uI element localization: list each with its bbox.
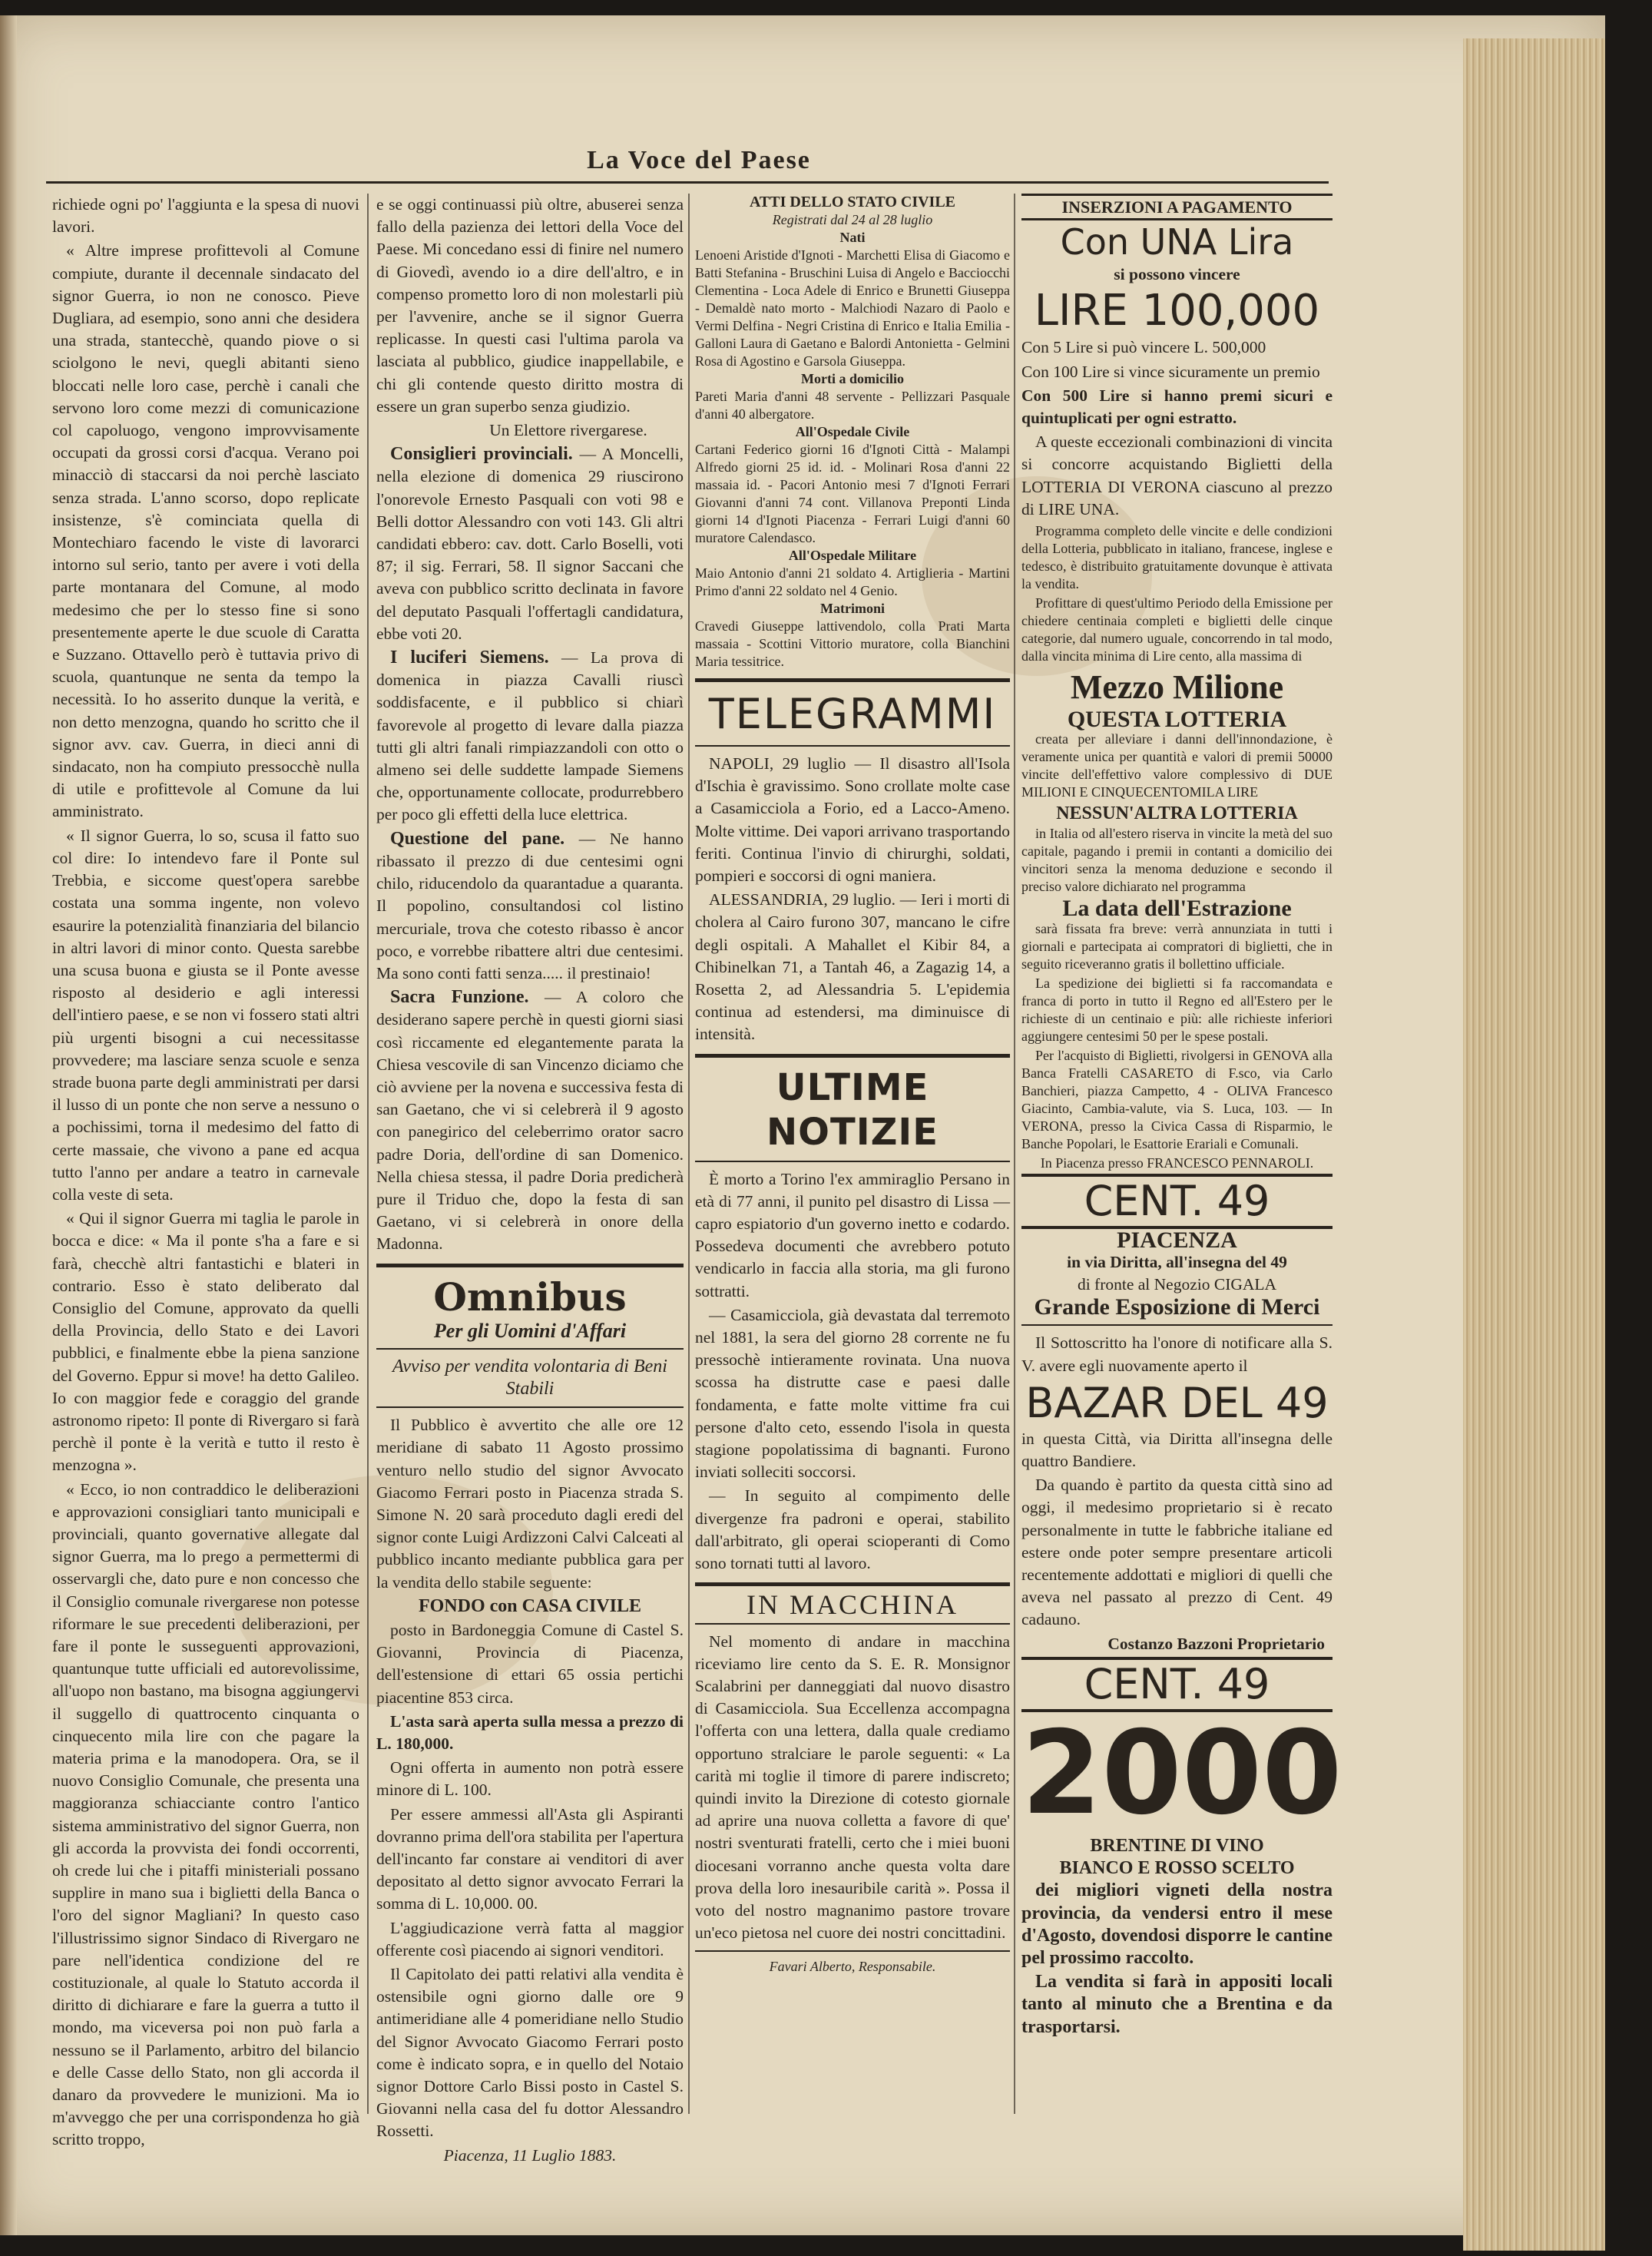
prezzo: L'asta sarà aperta sulla messa a prezzo di L. 180,000. <box>376 1711 684 1753</box>
ospedale-title: All'Ospedale Civile <box>795 424 910 439</box>
ultime-title: ULTIME NOTIZIE <box>766 1065 939 1154</box>
column-3 <box>695 194 1010 2106</box>
ad-line: sarà fissata fra breve: verrà annunziata in tutti i giornali e partecipata ai compratori di biglietti, che in seguito riceveranno gratis il bollettino ufficiale. <box>1021 920 1333 972</box>
ad-line: Con 100 Lire si vince sicuramente un premio <box>1021 362 1320 381</box>
ad-line: Profittare di quest'ultimo Periodo della Emissione per chiedere centinaia completi e biglietti delle cinque categorie, dal numero uguale, concorrendo in tal modo, dalla vincita minima di Lire cento, alla massima di <box>1021 595 1333 664</box>
paragraph: Nel momento di andare in macchina riceviamo lire cento da S. E. R. Monsignor Scalabrini per danneggiati dal nuovo disastro di Casamicciola. Sua Eccellenza accompagna l'offerta con una lettera, dalla quale crediamo opportuno stralciare le parole seguenti: « La carità mi toglie il timore di parere indiscreto; quindi invito la Direzione di cotesto giornale ad aprire una nuova colletta a favore di que' nostri sventurati fratelli, certo che i miei buoni diocesani vorranno anche questa volta dare prova della loro inesauribile carità ». Possa il voto del nostro magnanimo pastore trovare un'eco pietosa nel cuore dei nostri concittadini. <box>695 1632 1010 1943</box>
paragraph: È morto a Torino l'ex ammiraglio Persano in età di 77 anni, il punito pel disastro di Lissa — capro espiatorio d'un governo inetto e codardo. Possedeva documenti che avrebbero potuto vendicarlo in faccia alla storia, ma gli furono sottratti. <box>695 1169 1010 1300</box>
section-rule <box>376 1264 684 1267</box>
column-4 <box>1021 194 1342 2106</box>
number-2000: 2000 <box>1021 1706 1342 1840</box>
omnibus-title: Omnibus <box>433 1274 627 1320</box>
macchina-title: IN MACCHINA <box>747 1589 958 1621</box>
section-rule <box>695 678 1010 682</box>
ad-line: in questa Città, via Diritta all'insegna delle quattro Bandiere. <box>1021 1429 1333 1471</box>
nessun-altra: NESSUN'ALTRA LOTTERIA <box>1056 803 1298 824</box>
paragraph: ALESSANDRIA, 29 luglio. — Ieri i morti di cholera al Cairo furono 307, mancano le cifre degli ospitali. A Mahallet el Kibir 84, a Chibinelkan 71, a Tantah 46, a Zagazig 14, a Rosetta 2, ad Alessandria 5. L'epidemia continua ad estendersi, ma diminuisce di intensità. <box>695 890 1010 1044</box>
paragraph: Ogni offerta in aumento non potrà essere minore di L. 100. <box>376 1758 684 1800</box>
morti-list: Pareti Maria d'anni 48 servente - Pellizzari Pasquale d'anni 40 albergatore. <box>695 389 1010 422</box>
ad-line: In Piacenza presso FRANCESCO PENNAROLI. <box>1040 1155 1314 1171</box>
paragraph: L'aggiudicazione verrà fatta al maggior offerente così piacendo ai signori venditori. <box>376 1918 684 1960</box>
section-rule <box>695 1950 1010 1952</box>
column-1 <box>52 194 360 2149</box>
militare-list: Maio Antonio d'anni 21 soldato 4. Artiglieria - Martini Primo d'anni 22 soldato nel 4 Genio. <box>695 565 1010 598</box>
paragraph: — In seguito al compimento delle divergenze fra padroni e operai, stabilito dall'arbitrato, gli operai scioperanti di Como sono tornati tutti al lavoro. <box>695 1486 1010 1573</box>
bazar-49: BAZAR DEL 49 <box>1025 1378 1329 1427</box>
news-item <box>376 647 684 827</box>
atti-title: ATTI DELLO STATO CIVILE <box>749 194 956 210</box>
item-text: — A Moncelli, nella elezione di domenica 29 riuscirono l'onorevole Ernesto Pasquali con voti 98 e Belli dottor Alessandro con voti 143. Gli altri candidati ebbero: cav. dott. Carlo Boselli, voti 87; il sig. Ferrari, 58. Il signor Saccani che aveva con pubblico scritto declinata in favore del deputato Pasquali l'offertagli candidatura, ebbe voti 20. <box>376 445 684 643</box>
via-diritta: in via Diritta, all'insegna del 49 <box>1067 1252 1287 1271</box>
masthead-rule <box>46 181 1329 184</box>
grande-esposizione: Grande Esposizione di Merci <box>1034 1294 1320 1320</box>
column-rule <box>367 194 369 2114</box>
section-rule <box>376 1406 684 1408</box>
paragraph: « Altre imprese profittevoli al Comune compiute, durante il decennale sindacato del signor Guerra, io non ne conosco. Pieve Dugliara, ad esempio, sono anni che desidera una strada, stantecchè, quando piove o si sciolgono le nevi, quegli abitanti sieno bloccati nelle loro case, perchè i canali che servono loro come mezzi di comunicazione col capoluogo, vengono improvvisamente occupati da grossi corsi d'acqua. Verano poi minacciò di staccarsi da noi perchè lasciato senza strada. L'anno scorso, dopo replicate insistenze, s'è cominciata quella di Montechiaro facendo le viste di lavorarci intorno sul serio, tanto per avere i voti della parte montanara del Comune, al modo medesimo che per lo stesso fine si sono presentemente aperte le due scuole di Caratta e Suzzano. Ottavello però è tuttavia privo di scuola, quantunque ne senta da tempo la necessità. Io ho asserito dunque la verità, e non detto menzogna, quando ho scritto che il signor avv. cav. Guerra, in dieci anni di sindacato, non ha compiuto pressocchè nulla di utile e profittevole al Comune da lui amministrato. <box>52 241 359 821</box>
cent-49-banner: CENT. 49 <box>1021 1174 1333 1229</box>
paragraph: posto in Bardoneggia Comune di Castel S. Giovanni, Provincia di Piacenza, dell'estensione di ettari 65 ossia pertichi piacentine 853 circa. <box>376 1620 684 1707</box>
cent-49-banner-2: CENT. 49 <box>1021 1657 1333 1712</box>
una-lira: Con UNA Lira <box>1060 221 1294 263</box>
vincere: si possono vincere <box>1114 265 1240 284</box>
ad-line: dei migliori vigneti della nostra provincia, da vendersi entro il mese d'Agosto, dovendosi disporre le cantine pel prossimo raccolto. <box>1021 1880 1333 1968</box>
item-title: Questione del pane. <box>390 828 565 849</box>
ad-line: Per l'acquisto di Biglietti, rivolgersi in GENOVA alla Banca Fratelli CASARETO di F.sco, via Carlo Banchieri, piazza Campetto, 4 - OLIVA Francesco Giacinto, Cambia-valute, via S. Luca, 103. — In VERONA, presso la Civica Cassa di Risparmio, le Banche Popolari, le Esattorie Erariali e Comunali. <box>1021 1047 1333 1151</box>
telegrammi-title: TELEGRAMMI <box>708 690 997 738</box>
mezzo-milione: Mezzo Milione <box>1070 668 1284 707</box>
news-item <box>376 986 684 1255</box>
paragraph: Il Capitolato dei patti relativi alla vendita è ostensibile ogni giorno dalle ore 9 antimeridiane alle 4 pomeridiane nello Studio del Signor Avvocato Giacomo Ferrari posto come è indicato sopra, e in quello del Notaio signor Dottore Carlo Bissi posto in Castel S. Giovanni nella casa del fu dottor Alessandro Rossetti. <box>376 1965 684 2141</box>
ad-line: La spedizione dei biglietti si fa raccomandata e franca di porto in tutto il Regno ed all'Estero per le richieste di un centinaio e più: alle richieste inferiori aggiungere centesimi 50 per le spese postali. <box>1021 975 1333 1044</box>
signature: Un Elettore rivergarese. <box>489 421 647 440</box>
item-title: I luciferi Siemens. <box>390 648 549 668</box>
masthead: La Voce del Paese <box>587 146 811 174</box>
column-2 <box>376 194 684 2165</box>
fronte-negozio: di fronte al Negozio CIGALA <box>1077 1275 1277 1294</box>
paragraph: « Ecco, io non contraddico le deliberazioni e approvazioni consigliari tanto municipali e provinciali, quanto governative allegate dal signor Guerra, ma lo prego a permettermi di osservargli che, dato pure e non concesso che il Consiglio comunale rivergarese non potesse riformare le sue precedenti deliberazioni, per fare il ponte le susseguenti approvazioni, quantunque tutte ufficiali ed autorevolissime, all'uopo non bastano, ma bisogna aggiungervi il suggello di quattrocento cinquanta o cinquecento mila lire con che pagare la materia prima e la manodopera. Ora, se il nuovo Consiglio Comunale, che presenta una maggioranza schiacciante contro l'antico sistema amministrativo del signor Guerra, non gli accorda la provvista dei fondi occorrenti, oh crede lui che i pitaffi ministeriali possano supplire in mano sua i biglietti della Banca o l'oro del signor Magliani? In questo caso l'illustrissimo signor Sindaco di Rivergaro ne pare nell'identica condizione del re costituzionale, al quale lo Statuto accorda il diritto di dichiarare e fare la guerra a tutto il mondo, ma viceversa poi non può farla a nessuno se il Parlamento, arbitro del bilancio e delle Casse dello Stato, non gli accorda il danaro da provvedere le munizioni. Ma io m'avveggo che per una corrispondenza ho già scritto troppo, <box>52 1479 359 2149</box>
ad-line: Il Sottoscritto ha l'onore di notificare alla S. V. avere egli nuovamente aperto il <box>1021 1333 1333 1375</box>
paragraph: richiede ogni po' l'aggiunta e la spesa di nuovi lavori. <box>52 195 359 237</box>
section-rule <box>1021 1324 1333 1326</box>
bianco-rosso: BIANCO E ROSSO SCELTO <box>1059 1858 1295 1879</box>
matrimoni-title: Matrimoni <box>820 601 885 616</box>
paragraph: Il Pubblico è avvertito che alle ore 12 meridiane di sabato 11 Agosto prossimo venturo nello studio del signor Avvocato Giacomo Ferrari posto in Piacenza strada S. Simone N. 20 sarà proceduto dagli eredi del signor conte Luigi Ardizzoni Calvi Calceati al pubblico incanto mediante pubblica gara per la vendita dello stabile seguente: <box>376 1416 684 1592</box>
piacenza: PIACENZA <box>1117 1227 1237 1253</box>
section-rule <box>695 1582 1010 1586</box>
page-edges <box>1463 38 1605 2251</box>
ad-line: Con 500 Lire si hanno premi sicuri e quintuplicati per ogni estratto. <box>1021 386 1333 428</box>
ad-line: Programma completo delle vincite e delle condizioni della Lotteria, pubblicato in italiano, francese, inglese e tedesco, è distribuito gratuitamente dovunque è attivata la vendita. <box>1021 523 1333 592</box>
column-rule <box>688 194 690 2114</box>
matrimoni-list: Cravedi Giuseppe lattivendolo, colla Prati Marta massaia - Scottini Vittorio muratore, colla Bianchini Maria tessitrice. <box>695 618 1010 669</box>
omnibus-subtitle: Per gli Uomini d'Affari <box>433 1319 627 1342</box>
lire-100000: LIRE 100,000 <box>1034 286 1320 336</box>
ad-line: A queste eccezionali combinazioni di vincita si concorre acquistando Biglietti della LOTTERIA DI VERONA ciascuno al prezzo di LIRE UNA. <box>1021 432 1333 518</box>
item-title: Consiglieri provinciali. <box>390 444 573 465</box>
fondo-title: FONDO con CASA CIVILE <box>418 1595 642 1616</box>
ad-line: La vendita si farà in appositi locali tanto al minuto che a Brentina e da trasportarsi. <box>1021 1972 1333 2037</box>
section-rule <box>695 1623 1010 1625</box>
responsabile: Favari Alberto, Responsabile. <box>769 1959 936 1975</box>
section-rule <box>376 1348 684 1350</box>
paragraph: e se oggi continuassi più oltre, abuserei senza fallo della pazienza dei lettori della Voce del Paese. Mi concedano essi di finire nel numero di Giovedì, avendo io a dire dell'altro, e in compenso prometto loro di non molestarli più per l'avvenire, anche se il signor Guerra replicasse. In questi casi l'ultima parola va lasciata al pubblico, giudice inappellabile, e chi gli contende questo diritto mostra di essere un gran superbo senza giudizio. <box>376 195 684 416</box>
ospedale-list: Cartani Federico giorni 16 d'Ignoti Città - Malampi Alfredo giorni 25 id. id. - Molinari Rosa d'anni 22 massaia id. - Pacori Antonio mesi 7 d'Ignoti Ferrari Giovanni d'anni 74 cont. Villanova Preponti Linda giorni 14 d'Ignoti Piacenza - Ferrari Luigi d'anni 60 muratore Calendasco. <box>695 442 1010 545</box>
avviso-title: Avviso per vendita volontaria di Beni Stabili <box>392 1356 667 1399</box>
paragraph: — Casamicciola, già devastata dal terremoto nel 1881, la sera del giorno 28 corrente ne fu pressochè intieramente rovinata. Una nuova scossa ha distrutte case e paesi dalle fondamenta, e fatte molte vittime fra cui persone d'alto ceto, essendo l'isola in questa stagione popolatissima di bagnanti. Furono inviati solleciti soccorsi. <box>695 1305 1010 1482</box>
questa-lotteria: QUESTA LOTTERIA <box>1067 707 1287 733</box>
column-rule <box>1014 194 1015 2114</box>
newspaper-page <box>0 15 1605 2235</box>
item-text: — A coloro che desiderano sapere perchè in questi giorni siasi così riccamente ed elegantemente parata la Chiesa vescovile di san Vincenzo diciamo che ciò avviene per la novena e successiva festa di san Gaetano, che vi si celebrerà il 9 agosto con panegirico del celeberrimo orator sacro padre Doria, dell'ordine di san Domenico. Nella chiesa stessa, il padre Doria predicherà pure il Triduo che, dopo la festa di san Gaetano, vi si celebrerà in onore della Madonna. <box>376 988 684 1254</box>
firma: Costanzo Bazzoni Proprietario <box>1107 1634 1325 1653</box>
section-rule <box>695 1161 1010 1162</box>
militare-title: All'Ospedale Militare <box>788 548 917 563</box>
section-rule <box>695 745 1010 747</box>
inserzioni-header: INSERZIONI A PAGAMENTO <box>1021 194 1333 220</box>
ad-line: creata per alleviare i danni dell'innondazione, è veramente unica per quantità e valori di premii 50000 vincite dell'effettivo valore complessivo di DUE MILIONI E CINQUECENTOMILA LIRE <box>1021 731 1333 800</box>
news-item <box>376 443 684 645</box>
atti-subtitle: Registrati dal 24 al 28 luglio <box>772 212 933 227</box>
paragraph: « Il signor Guerra, lo so, scusa il fatto suo col dire: Io intendevo fare il Ponte sul Trebbia, e siccome quest'opera sarebbe costata una somma ingente, non volevo esaurire la potenzialità finanziaria del bilancio in altri lavori di minor conto. Questa sarebbe una scusa buona e giusta se il Ponte avesse risposto al desiderio e agli interessi dell'intiero paese, e se non vi fossero stati altri più urgenti bisogni a cui necessitasse provvedere; ma lasciare senza scuole e senza strade buona parte degli amministrati per darsi il lusso di un ponte che non serve a nessuno o a pochissimi, torna il medesimo del fatto di certe massaie, che vivono a pane ed acqua tutto l'anno per andare a teatro in carnevale colla veste di seta. <box>52 826 360 1204</box>
item-text: — Ne hanno ribassato il prezzo di due centesimi ogni chilo, riducendolo da quarantadue a quaranta. Il popolino, consultandosi col listino mercuriale, trova che cotesto ribasso è ancor poco, e vorrebbe ribattere altri due centesimi. Ma sono conti fatti senza..... il prestinaio! <box>376 829 684 982</box>
data-estrazione: La data dell'Estrazione <box>1062 896 1292 922</box>
paragraph: Per essere ammessi all'Asta gli Aspiranti dovranno prima dell'ora stabilita per l'apertura dell'incanto far constare ai venditori di aver depositato al detto signor avvocato Ferrari la somma di L. 10,000. 00. <box>376 1804 684 1913</box>
section-rule <box>695 1054 1010 1058</box>
item-text: — La prova di domenica in piazza Cavalli riuscì soddisfacente, e il pubblico si chiarì favorevole al progetto di levare dalla piazza tutti gli altri fanali rimpiazzandoli con otto o almeno sei delle suddette lampade Siemens che, opportunamente collocate, produrrebbero per poco gli effetti della luce elettrica. <box>376 648 684 824</box>
ad-line: Con 5 Lire si può vincere L. 500,000 <box>1021 338 1266 357</box>
paragraph: « Qui il signor Guerra mi taglia le parole in bocca e dice: « Ma il ponte s'ha a fare e si farà, checchè altri fantastichi e blateri in contrario. Esso è stato deliberato dal Consiglio del Comune, approvato da quelli della Provincia, dello Stato e dei Lavori pubblici, e finalmente ebbe la piena sanzione del Governo. Eppur si move! ha detto Galileo. Io con maggior fede e coraggio del grande astronomo ripeto: Il ponte di Rivergaro si farà perchè il ponte è la verità e tutto il resto è menzogna ». <box>52 1209 359 1475</box>
news-item <box>376 828 684 985</box>
item-title: Sacra Funzione. <box>390 987 529 1008</box>
ad-line: in Italia od all'estero riserva in vincite la metà del suo capitale, pagando i premii in contanti a domicilio dei vincitori senza la menoma deduzione e secondo il preciso valore dichiarato nel programma <box>1021 826 1333 895</box>
nati-list: Lenoeni Aristide d'Ignoti - Marchetti Elisa di Giacomo e Batti Stefanina - Bruschini Luisa di Angelo e Bacciocchi Clementina - Loca Adele di Enrico e Brunetti Giuseppa - Demaldè nato morto - Malchiodi Nazaro di Paolo e Vermi Delfina - Negri Cristina di Enrico e Italia Emilia - Galloni Laura di Gaetano e Balordi Antonietta - Gelmini Rosa di Agostino e Garsola Giuseppa. <box>695 247 1010 369</box>
binding-gutter <box>0 15 17 2235</box>
brentine: BRENTINE DI VINO <box>1090 1835 1264 1856</box>
paragraph: NAPOLI, 29 luglio — Il disastro all'Isola d'Ischia è gravissimo. Sono crollate molte case a Casamicciola a Forio, ed a Lacco-Ameno. Molte vittime. Dei vapori arrivano trasportando feriti. Continua l'invio di chirurghi, soldati, pompieri e soccorsi di ogni maniera. <box>695 754 1010 886</box>
morti-title: Morti a domicilio <box>801 371 904 386</box>
nati-title: Nati <box>839 230 866 245</box>
ad-line: Da quando è partito da questa città sino ad oggi, il medesimo proprietario si è recato personalmente in tutte le fabbriche italiane ed estere onde poter sempre presentare articoli recentemente addottati e migliori di quelli che aveva nel passato al prezzo di Cent. 49 cadauno. <box>1021 1476 1333 1629</box>
date-line: Piacenza, 11 Luglio 1883. <box>443 2145 617 2165</box>
